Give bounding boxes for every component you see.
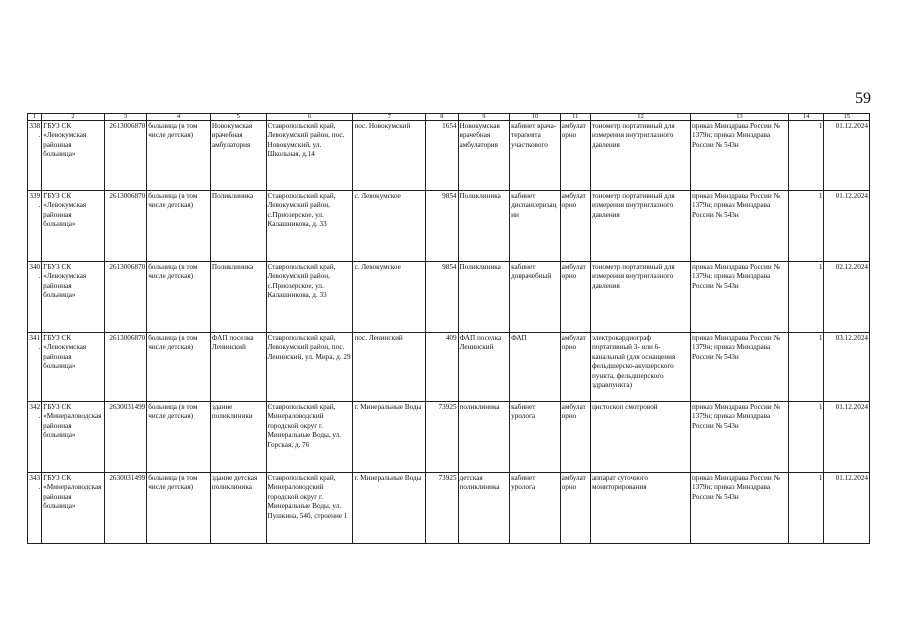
inn-cell: 2613006870 <box>104 121 146 191</box>
institution-type-cell: больница (в том числе детская) <box>147 333 211 402</box>
organization-name-cell: ГБУЗ СК «Минераловодская районная больница» <box>42 402 105 473</box>
row-number-cell: 342. <box>28 402 42 473</box>
organization-name-cell: ГБУЗ СК «Левокумская районная больница» <box>42 262 105 333</box>
quantity-cell: 1 <box>789 262 824 333</box>
address-cell: Ставропольский край, Левокумский район, пос. Ленинский, ул. Мира, д. 29 <box>266 333 353 402</box>
settlement-cell: пос. Ленинский <box>353 333 426 402</box>
column-number: 15 <box>824 114 870 121</box>
care-condition-cell: амбулаторно <box>560 191 590 262</box>
inn-cell: 2613006870 <box>104 262 146 333</box>
building-name-cell: здание поликлиники <box>210 402 266 473</box>
equipment-cell: аппарат суточного мониторирования <box>590 473 690 544</box>
row-number-cell: 341. <box>28 333 42 402</box>
column-number: 8 <box>426 114 458 121</box>
equipment-cell: электрокардиограф портативный 3- или 6-канальный (для оснащения фельдшерско-акушерского пункта, фельдшерского здравпункта) <box>590 333 690 402</box>
column-number: 7 <box>353 114 426 121</box>
address-cell: Ставропольский край, Левокумский район, с.Приозерское, ул. Калашникова, д. 33 <box>266 262 353 333</box>
table-row <box>28 262 870 333</box>
settlement-cell: с. Левокумское <box>353 262 426 333</box>
building-name-cell: Новокумская врачебная амбулатория <box>210 121 266 191</box>
row-number-cell: 343. <box>28 473 42 544</box>
quantity-cell: 1 <box>789 121 824 191</box>
population-cell: 1654 <box>426 121 458 191</box>
legal-basis-cell: приказ Минздрава России № 1379н; приказ Минздрава России № 543н <box>691 121 789 191</box>
column-number: 5 <box>210 114 266 121</box>
date-cell: 01.12.2024 <box>824 121 870 191</box>
building-name-cell: Поликлиника <box>210 262 266 333</box>
table-row <box>28 333 870 402</box>
institution-type-cell: больница (в том числе детская) <box>147 402 211 473</box>
division-cell: Поликлиника <box>458 191 510 262</box>
equipment-cell: тонометр портативный для измерения внутриглазного давления <box>590 262 690 333</box>
cabinet-cell: кабинет уролога <box>510 402 561 473</box>
cabinet-cell: кабинет врача-терапевта участкового <box>510 121 561 191</box>
address-cell: Ставропольский край, Левокумский район, пос. Новокумский, ул. Школьная, д.14 <box>266 121 353 191</box>
legal-basis-cell: приказ Минздрава России № 1379н; приказ Минздрава России № 543н <box>691 262 789 333</box>
address-cell: Ставропольский край, Минераловодский городской округ г. Минеральные Воды, ул. Горская, д. 76 <box>266 402 353 473</box>
division-cell: поликлиника <box>458 402 510 473</box>
legal-basis-cell: приказ Минздрава России № 1379н; приказ Минздрава России № 543н <box>691 333 789 402</box>
organization-name-cell: ГБУЗ СК «Левокумская районная больница» <box>42 121 105 191</box>
cabinet-cell: ФАП <box>510 333 561 402</box>
table-row <box>28 191 870 262</box>
settlement-cell: с. Левокумское <box>353 191 426 262</box>
population-cell: 73925 <box>426 473 458 544</box>
building-name-cell: ФАП поселка Ленинский <box>210 333 266 402</box>
population-cell: 73925 <box>426 402 458 473</box>
division-cell: Новокумская врачебная амбулатория <box>458 121 510 191</box>
care-condition-cell: амбулаторно <box>560 473 590 544</box>
column-number: 9 <box>458 114 510 121</box>
quantity-cell: 1 <box>789 473 824 544</box>
organization-name-cell: ГБУЗ СК «Минераловодская районная больница» <box>42 473 105 544</box>
table-row <box>28 121 870 191</box>
institution-type-cell: больница (в том числе детская) <box>147 191 211 262</box>
inn-cell: 2613006870 <box>104 333 146 402</box>
legal-basis-cell: приказ Минздрава России № 1379н; приказ Минздрава России № 543н <box>691 473 789 544</box>
table-row <box>28 473 870 544</box>
settlement-cell: г. Минеральные Воды <box>353 473 426 544</box>
row-number-cell: 340. <box>28 262 42 333</box>
inn-cell: 2630031499 <box>104 473 146 544</box>
settlement-cell: г. Минеральные Воды <box>353 402 426 473</box>
institution-type-cell: больница (в том числе детская) <box>147 121 211 191</box>
column-number: 14 <box>789 114 824 121</box>
division-cell: Поликлиника <box>458 262 510 333</box>
building-name-cell: здание детская поликлиника <box>210 473 266 544</box>
equipment-table <box>27 113 870 544</box>
equipment-cell: тонометр портативный для измерения внутриглазного давления <box>590 191 690 262</box>
column-number: 3 <box>104 114 146 121</box>
column-number: 13 <box>691 114 789 121</box>
equipment-cell: цистоскоп смотровой <box>590 402 690 473</box>
column-number: 12 <box>590 114 690 121</box>
address-cell: Ставропольский край, Минераловодский городской округ г. Минеральные Воды, ул. Пушкина, 54б, строение 1 <box>266 473 353 544</box>
address-cell: Ставропольский край, Левокумский район, с.Приозерское, ул. Калашникова, д. 33 <box>266 191 353 262</box>
organization-name-cell: ГБУЗ СК «Левокумская районная больница» <box>42 191 105 262</box>
quantity-cell: 1 <box>789 191 824 262</box>
cabinet-cell: кабинет уролога <box>510 473 561 544</box>
page-number: 59 <box>855 90 871 107</box>
date-cell: 01.12.2024 <box>824 402 870 473</box>
care-condition-cell: амбулаторно <box>560 121 590 191</box>
institution-type-cell: больница (в том числе детская) <box>147 473 211 544</box>
care-condition-cell: амбулаторно <box>560 402 590 473</box>
population-cell: 9854 <box>426 191 458 262</box>
date-cell: 03.12.2024 <box>824 333 870 402</box>
institution-type-cell: больница (в том числе детская) <box>147 262 211 333</box>
quantity-cell: 1 <box>789 402 824 473</box>
column-number: 11 <box>560 114 590 121</box>
inn-cell: 2613006870 <box>104 191 146 262</box>
quantity-cell: 1 <box>789 333 824 402</box>
inn-cell: 2630031499 <box>104 402 146 473</box>
care-condition-cell: амбулаторно <box>560 333 590 402</box>
column-numbers-row <box>28 114 870 121</box>
legal-basis-cell: приказ Минздрава России № 1379н; приказ Минздрава России № 543н <box>691 402 789 473</box>
cabinet-cell: кабинет диспансеризации <box>510 191 561 262</box>
building-name-cell: Поликлиника <box>210 191 266 262</box>
cabinet-cell: кабинет доврачебный <box>510 262 561 333</box>
division-cell: ФАП поселка Ленинский <box>458 333 510 402</box>
column-number: 4 <box>147 114 211 121</box>
row-number-cell: 339. <box>28 191 42 262</box>
population-cell: 9854 <box>426 262 458 333</box>
division-cell: детская поликлиника <box>458 473 510 544</box>
column-number: 6 <box>266 114 353 121</box>
column-number: 2 <box>42 114 105 121</box>
equipment-cell: тонометр портативный для измерения внутриглазного давления <box>590 121 690 191</box>
settlement-cell: пос. Новокумский <box>353 121 426 191</box>
table-row <box>28 402 870 473</box>
care-condition-cell: амбулаторно <box>560 262 590 333</box>
date-cell: 02.12.2024 <box>824 262 870 333</box>
row-number-cell: 338. <box>28 121 42 191</box>
column-number: 10 <box>510 114 561 121</box>
legal-basis-cell: приказ Минздрава России № 1379н; приказ Минздрава России № 543н <box>691 191 789 262</box>
population-cell: 409 <box>426 333 458 402</box>
column-number: 1 <box>28 114 42 121</box>
organization-name-cell: ГБУЗ СК «Левокумская районная больница» <box>42 333 105 402</box>
date-cell: 01.12.2024 <box>824 191 870 262</box>
date-cell: 01.12.2024 <box>824 473 870 544</box>
